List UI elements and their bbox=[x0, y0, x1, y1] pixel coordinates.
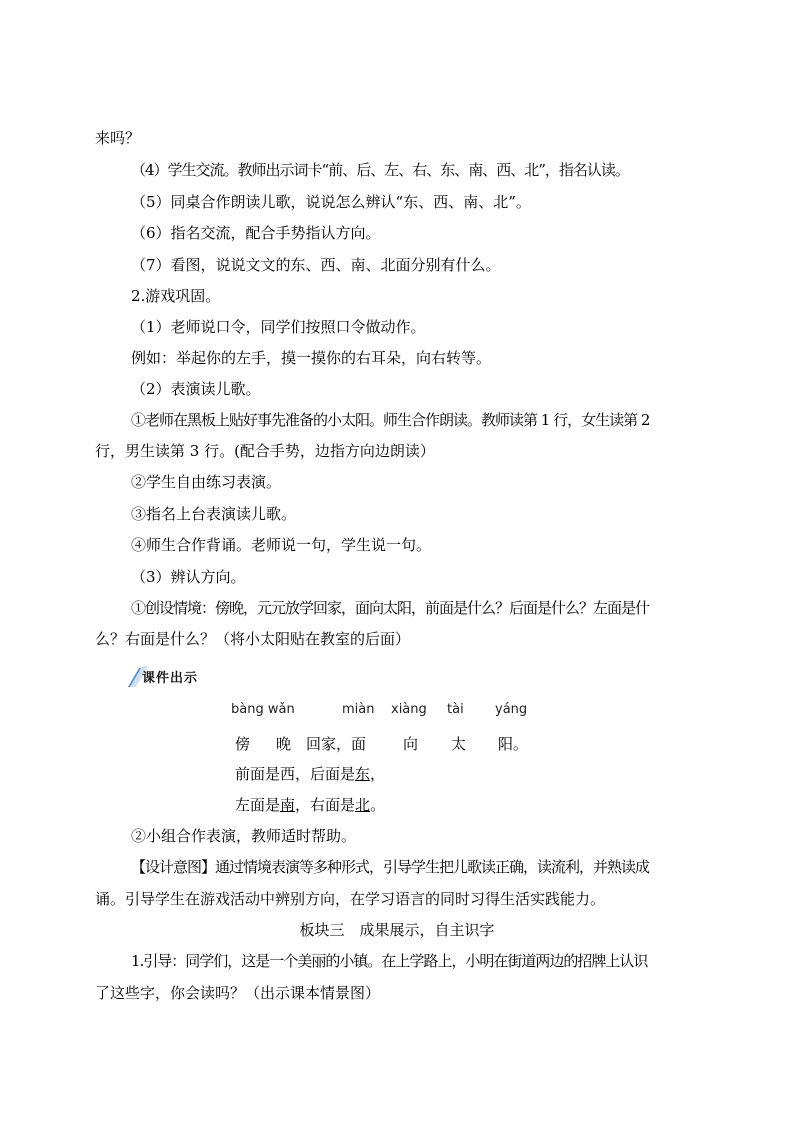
text-line: （4）学生交流。教师出示词卡“前、后、左、右、东、南、西、北”，指名认读。 bbox=[131, 161, 629, 179]
text-line: 2.游戏巩固。 bbox=[131, 287, 221, 305]
pinyin: yáng bbox=[495, 702, 528, 717]
pinyin: tài bbox=[447, 702, 464, 717]
text-line: 例如：举起你的左手，摸一摸你的右耳朵，向右转等。 bbox=[131, 349, 492, 367]
pinyin: bàng wǎn bbox=[231, 702, 295, 717]
verse-char: 傍 bbox=[235, 735, 251, 753]
courseware-tag bbox=[128, 664, 218, 688]
verse-char: 晚 bbox=[276, 735, 292, 753]
text-line: （6）指名交流，配合手势指认方向。 bbox=[131, 224, 381, 242]
text-line: ①老师在黑板上贴好事先准备的小太阳。师生合作朗读。教师读第 1 行，女生读第 2 bbox=[131, 411, 650, 429]
text-line: 行，男生读第 3 行。(配合手势，边指方向边朗读） bbox=[95, 442, 435, 460]
verse-char: 向 bbox=[403, 735, 419, 753]
text-line: 诵。引导学生在游戏活动中辨别方向，在学习语言的同时习得生活实践能力。 bbox=[95, 890, 606, 908]
text-line: （5）同桌合作朗读儿歌，说说怎么辨认“东、西、南、北”。 bbox=[131, 193, 531, 211]
text-line: （1）老师说口令，同学们按照口令做动作。 bbox=[131, 318, 426, 336]
text-line: ②学生自由练习表演。 bbox=[131, 473, 282, 491]
verse-char: 阳。 bbox=[498, 735, 529, 753]
text-line: （7）看图，说说文文的东、西、南、北面分别有什么。 bbox=[131, 256, 501, 274]
text-line: 1.引导：同学们，这是一个美丽的小镇。在上学路上，小明在街道两边的招牌上认识 bbox=[131, 952, 648, 970]
design-intent: 【设计意图】通过情境表演等多种形式，引导学生把儿歌读正确，读流利，并熟读成 bbox=[131, 858, 650, 876]
verse-line-2: 前面是西，后面是东， bbox=[235, 765, 386, 783]
text-line: 来吗？ bbox=[95, 129, 141, 147]
text-line: ③指名上台表演读儿歌。 bbox=[131, 505, 297, 523]
text-line: （3）辨认方向。 bbox=[131, 568, 246, 586]
courseware-tag-label: 课件出示 bbox=[142, 671, 199, 686]
text-line: （2）表演读儿歌。 bbox=[131, 380, 261, 398]
verse-line-3: 左面是南，右面是北。 bbox=[235, 796, 386, 814]
verse-char: 太 bbox=[451, 735, 467, 753]
pinyin: miàn bbox=[342, 702, 375, 717]
text-line: ④师生合作背诵。老师说一句，学生说一句。 bbox=[131, 536, 432, 554]
text-line: ②小组合作表演，教师适时帮助。 bbox=[131, 827, 357, 845]
text-line: 么？右面是什么？（将小太阳贴在教室的后面） bbox=[95, 630, 411, 648]
text-line: ①创设情境：傍晚，元元放学回家，面向太阳，前面是什么？后面是什么？左面是什 bbox=[131, 599, 650, 617]
pinyin: xiàng bbox=[391, 702, 427, 717]
verse-char: 回家，面 bbox=[306, 735, 367, 753]
text-line: 了这些字，你会读吗？（出示课本情景图） bbox=[95, 984, 381, 1002]
section-heading: 板块三 成果展示，自主识字 bbox=[299, 921, 495, 939]
